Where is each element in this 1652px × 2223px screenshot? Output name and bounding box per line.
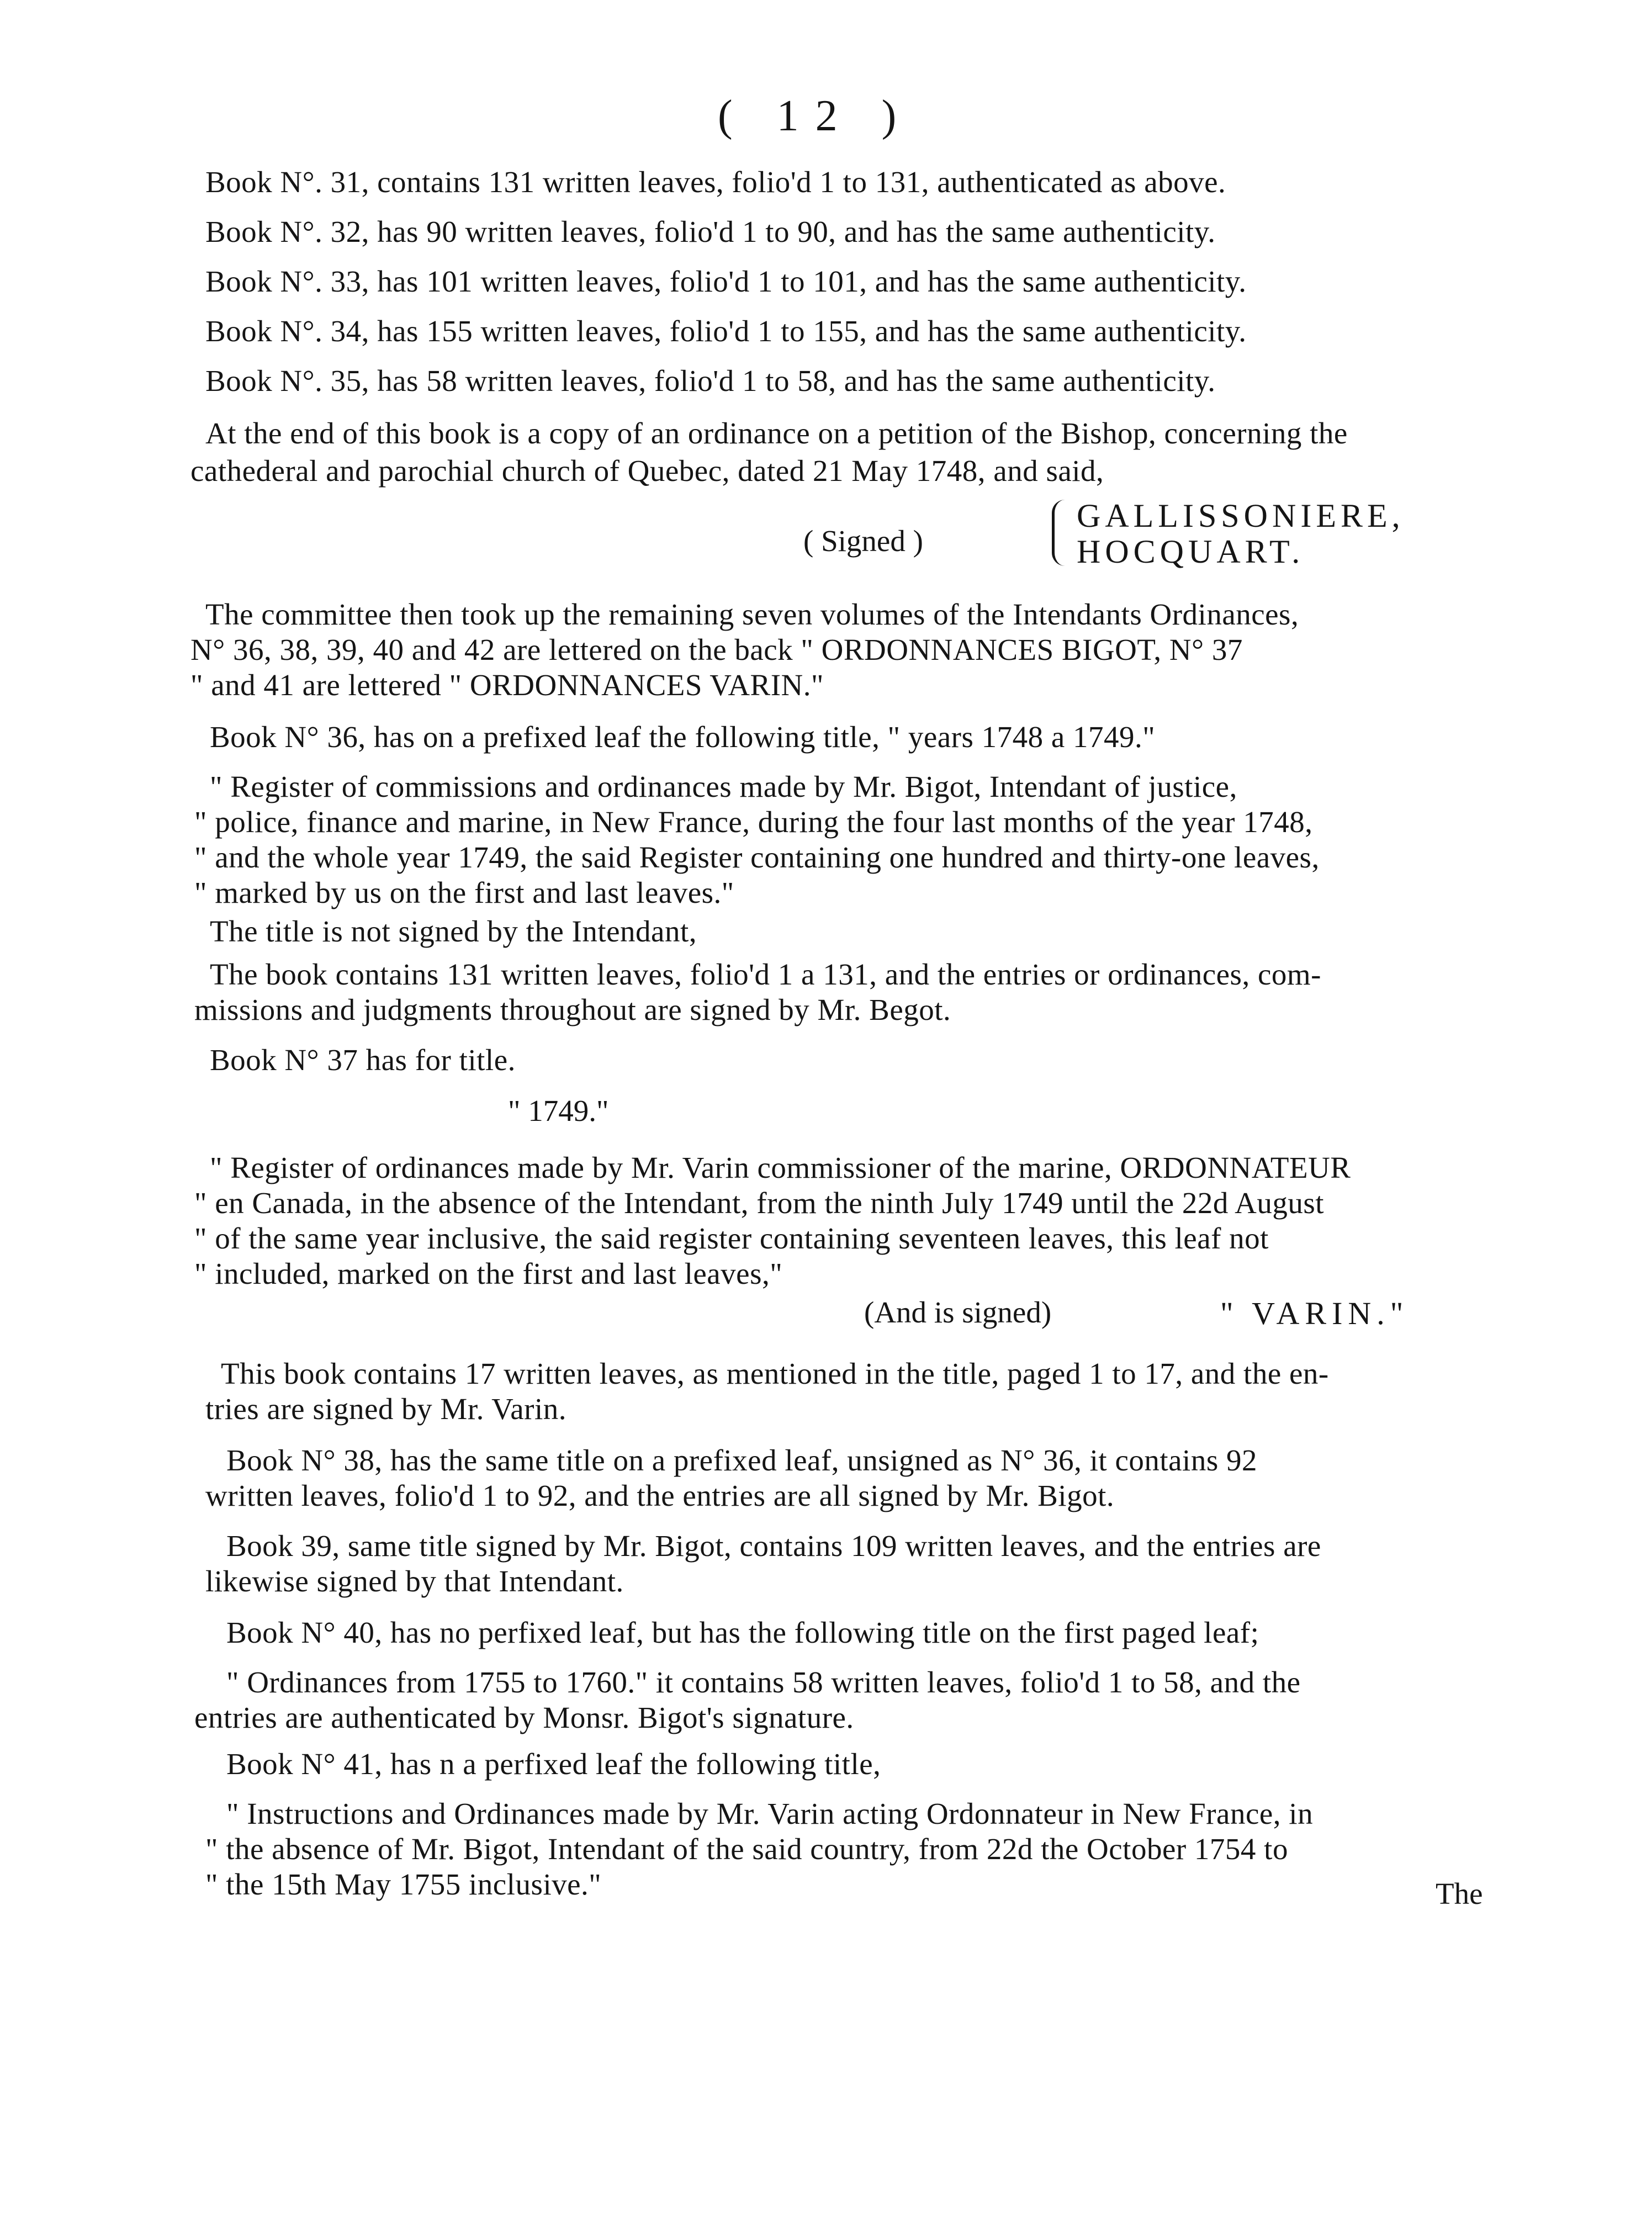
text-line: " and 41 are lettered " ORDONNANCES VARIN." — [190, 668, 824, 702]
text-line: Book N° 38, has the same title on a prefixed leaf, unsigned as N° 36, it contains 92 — [226, 1443, 1257, 1477]
text-line: N° 36, 38, 39, 40 and 42 are lettered on the back " ORDONNANCES BIGOT, N° 37 — [190, 633, 1243, 666]
text-line: " en Canada, in the absence of the Intendant, from the ninth July 1749 until the 22d August — [194, 1186, 1325, 1220]
text-line: cathederal and parochial church of Quebec, dated 21 May 1748, and said, — [190, 454, 1104, 488]
catchword: The — [1436, 1877, 1483, 1910]
signed-label: (And is signed) — [864, 1295, 1052, 1329]
text-line: " Ordinances from 1755 to 1760." it contains 58 written leaves, folio'd 1 to 58, and the — [226, 1665, 1301, 1699]
text-line: " included, marked on the first and last leaves," — [194, 1257, 783, 1290]
text-line: Book N°. 33, has 101 written leaves, folio'd 1 to 101, and has the same authenticity. — [205, 264, 1247, 298]
brace-mark — [1052, 500, 1068, 566]
title-year: " 1749." — [508, 1094, 609, 1128]
text-line: " Instructions and Ordinances made by Mr. Varin acting Ordonnateur in New France, in — [226, 1797, 1314, 1830]
text-line: entries are authenticated by Monsr. Bigot's signature. — [194, 1701, 854, 1734]
text-line: " the 15th May 1755 inclusive." — [205, 1867, 602, 1901]
text-line: The title is not signed by the Intendant, — [210, 914, 697, 948]
text-line: Book N°. 32, has 90 written leaves, folio'd 1 to 90, and has the same authenticity. — [205, 215, 1216, 248]
text-line: " marked by us on the first and last leaves." — [194, 876, 734, 909]
text-line: " and the whole year 1749, the said Register containing one hundred and thirty-one leaves, — [194, 840, 1320, 874]
text-line: Book N° 37 has for title. — [210, 1043, 516, 1077]
text-line: Book N° 40, has no perfixed leaf, but has the following title on the first paged leaf; — [226, 1616, 1259, 1649]
text-line: Book N°. 34, has 155 written leaves, folio'd 1 to 155, and has the same authenticity. — [205, 314, 1247, 348]
text-line: At the end of this book is a copy of an ordinance on a petition of the Bishop, concerning the — [205, 416, 1348, 450]
text-line: The committee then took up the remaining seven volumes of the Intendants Ordinances, — [205, 597, 1299, 631]
text-line: " police, finance and marine, in New France, during the four last months of the year 1748, — [194, 805, 1313, 839]
text-line: Book N°. 31, contains 131 written leaves, folio'd 1 to 131, authenticated as above. — [205, 165, 1226, 199]
page-number: ( 12 ) — [718, 92, 913, 140]
signature-name: HOCQUART. — [1077, 533, 1305, 570]
text-line: " of the same year inclusive, the said register containing seventeen leaves, this leaf not — [194, 1221, 1269, 1255]
text-line: Book 39, same title signed by Mr. Bigot, contains 109 written leaves, and the entries are — [226, 1529, 1321, 1563]
text-line: likewise signed by that Intendant. — [205, 1564, 624, 1598]
signed-label: ( Signed ) — [803, 524, 923, 558]
signature-name: GALLISSONIERE, — [1077, 497, 1405, 534]
text-line: Book N° 36, has on a prefixed leaf the following title, " years 1748 a 1749." — [210, 720, 1156, 754]
text-line: tries are signed by Mr. Varin. — [205, 1392, 566, 1426]
text-line: Book N°. 35, has 58 written leaves, folio'd 1 to 58, and has the same authenticity. — [205, 364, 1216, 398]
text-line: " the absence of Mr. Bigot, Intendant of the said country, from 22d the October 1754 to — [205, 1832, 1288, 1866]
text-line: The book contains 131 written leaves, folio'd 1 a 131, and the entries or ordinances, com- — [210, 957, 1321, 991]
text-line: This book contains 17 written leaves, as mentioned in the title, paged 1 to 17, and the en- — [221, 1357, 1329, 1390]
text-line: " Register of commissions and ordinances made by Mr. Bigot, Intendant of justice, — [210, 770, 1237, 803]
text-line: " Register of ordinances made by Mr. Varin commissioner of the marine, ORDONNATEUR — [210, 1151, 1351, 1184]
signature-name: " VARIN." — [1220, 1295, 1409, 1331]
text-line: missions and judgments throughout are signed by Mr. Begot. — [194, 993, 951, 1026]
text-line: written leaves, folio'd 1 to 92, and the entries are all signed by Mr. Bigot. — [205, 1479, 1115, 1512]
text-line: Book N° 41, has n a perfixed leaf the following title, — [226, 1747, 881, 1781]
